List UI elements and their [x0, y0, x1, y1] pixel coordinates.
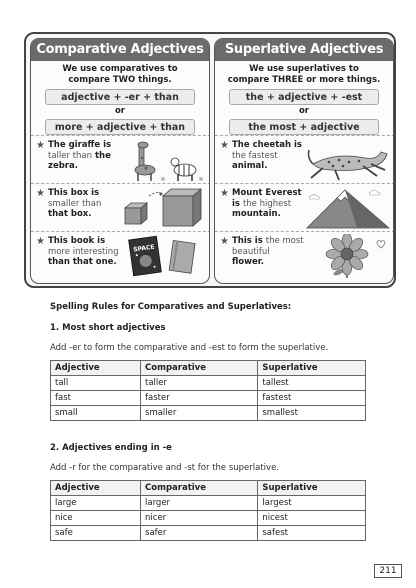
column-header: Adjective: [51, 481, 141, 496]
example-text-end: the zebra.: [48, 150, 111, 171]
table-row: [51, 496, 366, 511]
table-row: [51, 526, 366, 541]
table-row: [51, 406, 366, 421]
superlative-intro-line2: compare THREE or more things.: [227, 75, 381, 85]
superlative-panel: [214, 38, 394, 284]
comparative-intro: [31, 64, 209, 86]
table-cell: faster: [141, 391, 258, 406]
table-header-row: [51, 481, 366, 496]
section-2-text: Add -r for the comparative and -st for the superlative.: [50, 463, 280, 473]
example-highlight: the most beautiful: [232, 236, 304, 257]
table-cell: nicer: [141, 511, 258, 526]
table-cell: taller: [141, 376, 258, 391]
grammar-poster: [24, 32, 396, 288]
column-header: Comparative: [141, 481, 258, 496]
mountain-illustration: [305, 186, 391, 230]
table-cell: safer: [141, 526, 258, 541]
star-icon: ★: [36, 188, 45, 199]
spelling-rules: [50, 302, 366, 541]
example-highlight: more interesting: [48, 246, 119, 257]
rules-table-1: [50, 360, 366, 421]
section-1-text: Add -er to form the comparative and -est to form the superlative.: [50, 343, 329, 353]
rules-table-2: [50, 480, 366, 541]
superlative-title: Superlative Adjectives: [215, 39, 393, 61]
comparative-intro-line1: We use comparatives to: [62, 64, 178, 74]
example-text-end: animal.: [232, 161, 268, 171]
column-header: Comparative: [141, 361, 258, 376]
star-icon: ★: [220, 188, 229, 199]
example-highlight: the highest: [242, 198, 292, 209]
comparative-formula-2: more + adjective + than: [45, 119, 195, 135]
table-cell: nicest: [258, 511, 366, 526]
superlative-example-2: [215, 183, 394, 231]
page-number: 211: [374, 564, 402, 578]
table-cell: smaller: [141, 406, 258, 421]
example-text-end: than that one.: [48, 257, 117, 267]
comparative-panel: [30, 38, 210, 284]
example-text: The giraffe is: [48, 140, 112, 150]
example-text: This is: [232, 236, 263, 246]
book-label: SPACE: [132, 243, 156, 254]
example-text-end: mountain.: [232, 209, 281, 219]
books-illustration: [121, 234, 207, 278]
superlative-or: or: [298, 106, 310, 116]
table-cell: larger: [141, 496, 258, 511]
example-text-end: that box.: [48, 209, 92, 219]
table-row: [51, 511, 366, 526]
comparative-example-1: [31, 135, 210, 183]
star-icon: ★: [36, 140, 45, 151]
table-cell: smallest: [258, 406, 366, 421]
superlative-intro: [215, 64, 393, 86]
table-cell: safe: [51, 526, 141, 541]
example-highlight: the fastest: [232, 150, 278, 161]
superlative-formula-1: the + adjective + -est: [229, 89, 379, 105]
superlative-intro-line1: We use superlatives to: [249, 64, 359, 74]
rules-heading: Spelling Rules for Comparatives and Superlatives:: [50, 302, 292, 312]
column-header: Adjective: [51, 361, 141, 376]
comparative-title: Comparative Adjectives: [31, 39, 209, 61]
comparative-intro-line2: compare TWO things.: [68, 75, 172, 85]
example-highlight: smaller than: [48, 198, 102, 209]
superlative-example-1: [215, 135, 394, 183]
superlative-example-3: [215, 231, 394, 279]
giraffe-and-zebra-illustration: [121, 138, 207, 182]
star-icon: ★: [220, 236, 229, 247]
comparative-formula-1: adjective + -er + than: [45, 89, 195, 105]
star-icon: ★: [220, 140, 229, 151]
table-cell: large: [51, 496, 141, 511]
table-cell: nice: [51, 511, 141, 526]
flower-illustration: [305, 234, 391, 278]
example-text-end: flower.: [232, 257, 264, 267]
superlative-formula-2: the most + adjective: [229, 119, 379, 135]
table-row: [51, 391, 366, 406]
comparative-or: or: [114, 106, 126, 116]
table-cell: largest: [258, 496, 366, 511]
column-header: Superlative: [258, 361, 366, 376]
example-text: This book is: [48, 236, 106, 246]
table-cell: safest: [258, 526, 366, 541]
comparative-example-3: [31, 231, 210, 279]
table-cell: tallest: [258, 376, 366, 391]
example-text: The cheetah is: [232, 140, 302, 150]
table-header-row: [51, 361, 366, 376]
table-cell: small: [51, 406, 141, 421]
table-cell: tall: [51, 376, 141, 391]
table-cell: fast: [51, 391, 141, 406]
example-text: This box is: [48, 188, 100, 198]
column-header: Superlative: [258, 481, 366, 496]
section-2-title: 2. Adjectives ending in -e: [50, 443, 172, 453]
section-1-title: 1. Most short adjectives: [50, 323, 166, 333]
table-cell: fastest: [258, 391, 366, 406]
table-row: [51, 376, 366, 391]
example-highlight: taller than: [48, 150, 93, 161]
cheetah-illustration: [305, 138, 391, 182]
boxes-illustration: [121, 186, 207, 230]
comparative-example-2: [31, 183, 210, 231]
example-text: Mount Everest is: [232, 188, 302, 209]
star-icon: ★: [36, 236, 45, 247]
